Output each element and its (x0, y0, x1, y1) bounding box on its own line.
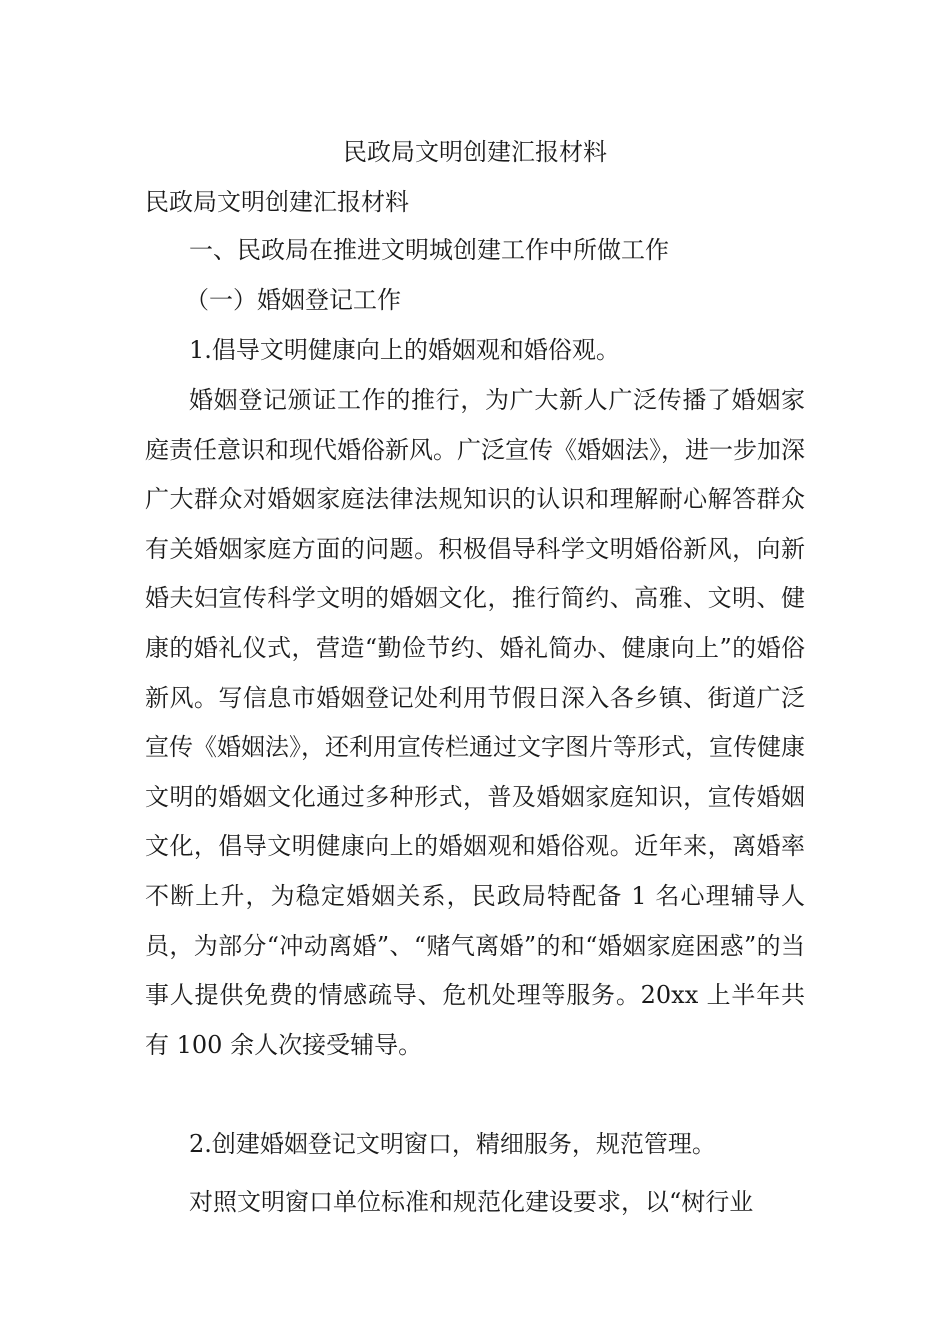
item-heading: 1.倡导文明健康向上的婚姻观和婚俗观。 (189, 336, 620, 364)
document-title: 民政局文明创建汇报材料 (343, 138, 607, 166)
section-heading: 一、民政局在推进文明城创建工作中所做工作 (189, 236, 669, 264)
subsection-heading: （一）婚姻登记工作 (185, 286, 401, 314)
document-subtitle: 民政局文明创建汇报材料 (145, 188, 409, 216)
body-paragraph: 婚姻登记颁证工作的推行，为广大新人广泛传播了婚姻家庭责任意识和现代婚俗新风。广泛宣传《婚姻法》，进一步加深广大群众对婚姻家庭法律法规知识的认识和理解耐心解答群众有关婚姻家庭方面的问题。积极倡导科学文明婚俗新风，向新婚夫妇宣传科学文明的婚姻文化，推行简约、高雅、文明、健康的婚礼仪式，营造“勤俭节约、婚礼简办、健康向上”的婚俗新风。写信息市婚姻登记处利用节假日深入各乡镇、街道广泛宣传《婚姻法》，还利用宣传栏通过文字图片等形式，宣传健康文明的婚姻文化通过多种形式，普及婚姻家庭知识，宣传婚姻文化，倡导文明健康向上的婚姻观和婚俗观。近年来，离婚率不断上升，为稳定婚姻关系，民政局特配备 1 名心理辅导人员，为部分“冲动离婚”、“赌气离婚”的和“婚姻家庭困惑”的当事人提供免费的情感疏导、危机处理等服务。20xx 上半年共有 100 余人次接受辅导。 (145, 386, 805, 1059)
item-heading: 2.创建婚姻登记文明窗口，精细服务，规范管理。 (189, 1130, 716, 1158)
body-paragraph: 对照文明窗口单位标准和规范化建设要求，以“树行业 (189, 1188, 754, 1216)
